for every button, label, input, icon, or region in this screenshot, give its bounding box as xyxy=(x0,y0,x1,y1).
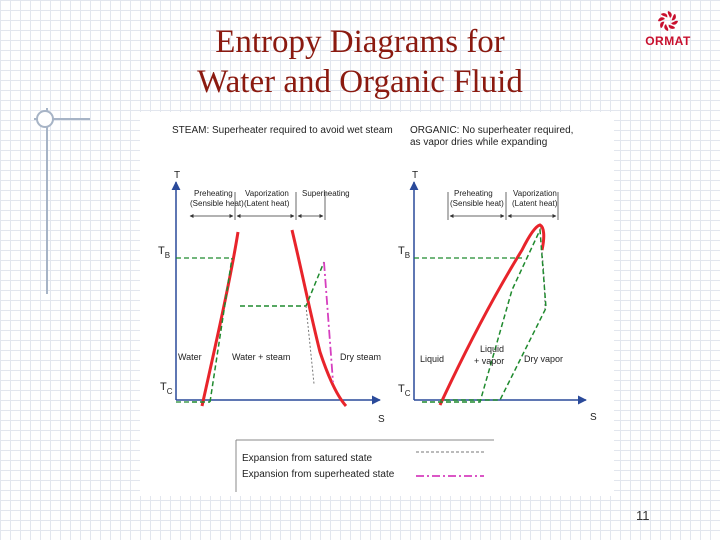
organic-saturation-dome xyxy=(440,225,544,405)
organic-region-dry: Dry vapor xyxy=(524,354,564,364)
decor-circle xyxy=(36,110,54,128)
organic-region-mix-line1: Liquid xyxy=(480,344,505,354)
organic-phase-latent: (Latent heat) xyxy=(512,199,558,208)
logo-wordmark: ORMAT xyxy=(645,34,691,48)
title-line-1: Entropy Diagrams for xyxy=(215,24,505,60)
organic-phase-vaporization: Vaporization xyxy=(513,189,557,198)
steam-phase-vaporization: Vaporization xyxy=(245,189,289,198)
ormat-logo xyxy=(628,8,708,50)
organic-heading-line2: as vapor dries while expanding xyxy=(410,137,548,148)
organic-heading-line1: ORGANIC: No superheater required, xyxy=(410,125,574,136)
steam-phase-latent: (Latent heat) xyxy=(244,199,290,208)
ormat-swirl-icon xyxy=(628,8,708,36)
steam-phase-superheating: Superheating xyxy=(302,189,350,198)
legend-superheated-label: Expansion from superheated state xyxy=(242,469,395,480)
steam-s-axis-label: S xyxy=(378,414,385,425)
steam-t-axis-label: T xyxy=(174,170,181,181)
steam-region-dry: Dry steam xyxy=(340,352,382,362)
steam-tb-label: $T_B$ xyxy=(158,245,171,260)
entropy-figure xyxy=(140,112,614,496)
legend-saturated-label: Expansion from satured state xyxy=(242,453,373,464)
decor-vertical-line xyxy=(46,108,48,294)
steam-cycle-liquid-line xyxy=(192,258,232,402)
organic-region-mix-line2: + vapor xyxy=(474,356,505,366)
organic-phase-sensible: (Sensible heat) xyxy=(450,199,504,208)
steam-tc-label: $T_C$ xyxy=(160,381,173,396)
steam-heading: STEAM: Superheater required to avoid wet steam xyxy=(172,125,393,136)
title-line-2: Water and Organic Fluid xyxy=(197,64,523,100)
organic-tb-label: $T_B$ xyxy=(398,245,411,260)
organic-s-axis-label: S xyxy=(590,412,597,423)
steam-phase-sensible: (Sensible heat) xyxy=(190,199,244,208)
steam-region-mixture: Water + steam xyxy=(232,352,291,362)
organic-t-axis-label: T xyxy=(412,170,419,181)
entropy-diagrams-svg xyxy=(140,112,614,496)
organic-tc-label: $T_C$ xyxy=(398,383,411,398)
slide-title xyxy=(120,22,600,102)
page-number: 11 xyxy=(636,508,650,523)
steam-phase-preheating: Preheating xyxy=(194,189,233,198)
steam-cycle-superheat-line xyxy=(240,262,324,306)
organic-region-liquid: Liquid xyxy=(420,354,445,364)
organic-phase-preheating: Preheating xyxy=(454,189,493,198)
steam-saturation-dome-right xyxy=(292,230,346,406)
steam-region-water: Water xyxy=(178,352,202,362)
